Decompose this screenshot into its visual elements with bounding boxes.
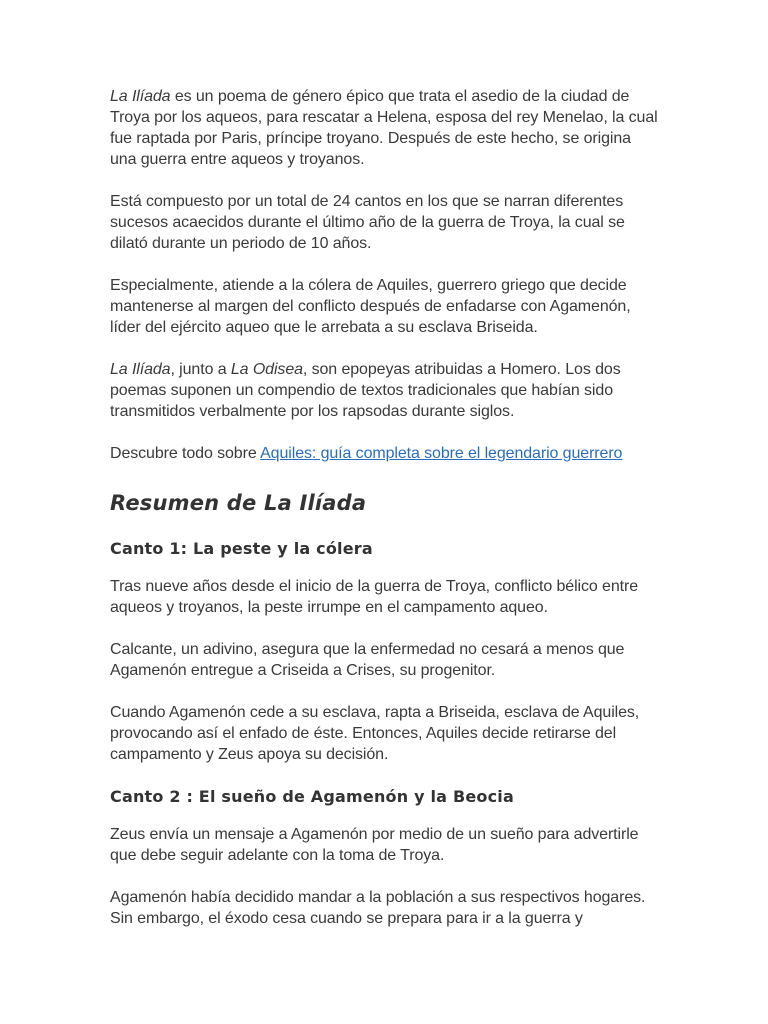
book-title: La Odisea — [230, 361, 303, 378]
canto-2-paragraph: Zeus envía un mensaje a Agamenón por medio de un sueño para advertirle que debe seguir adelante con la toma de Troya. — [110, 826, 639, 864]
canto-1-heading: Canto 1: La peste y la cólera — [110, 539, 373, 558]
related-article-link[interactable]: Aquiles: guía completa sobre el legendario guerrero — [260, 445, 623, 462]
intro-paragraph-1-text: es un poema de género épico que trata el asedio de la ciudad de Troya por los aqueos, para rescatar a Helena, esposa del rey Menelao, la cual fue raptada por Paris, príncipe troyano. Después de este hecho, se origina una guerra entre aqueos y troyanos. — [110, 88, 658, 168]
book-title: La Ilíada — [110, 361, 171, 378]
intro-paragraph-4: La Ilíada, junto a La Odisea, son epopeyas atribuidas a Homero. Los dos poemas suponen un compendio de textos tradicionales que habían sido transmitidos verbalmente por los rapsodas durante siglos. — [110, 361, 621, 420]
canto-2-heading: Canto 2 : El sueño de Agamenón y la Beocia — [110, 787, 514, 806]
canto-1-paragraph: Calcante, un adivino, asegura que la enfermedad no cesará a menos que Agamenón entregue a Criseida a Crises, su progenitor. — [110, 641, 625, 679]
canto-1-paragraph: Tras nueve años desde el inicio de la guerra de Troya, conflicto bélico entre aqueos y troyanos, la peste irrumpe en el campamento aqueo. — [110, 578, 639, 616]
article — [110, 86, 660, 950]
related-prefix: Descubre todo sobre — [110, 445, 261, 462]
intro-paragraph-1 — [110, 86, 660, 170]
intro-paragraph-3: Especialmente, atiende a la cólera de Aquiles, guerrero griego que decide mantenerse al margen del conflicto después de enfadarse con Agamenón, líder del ejército aqueo que le arrebata a su esclava Briseida. — [110, 277, 631, 336]
related-article-line — [110, 443, 660, 464]
summary-heading: Resumen de La Ilíada — [110, 491, 367, 515]
canto-1-paragraph: Cuando Agamenón cede a su esclava, rapta a Briseida, esclava de Aquiles, provocando así el enfado de éste. Entonces, Aquiles decide retirarse del campamento y Zeus apoya su decisión. — [110, 704, 640, 763]
intro-paragraph-2: Está compuesto por un total de 24 cantos en los que se narran diferentes sucesos acaecidos durante el último año de la guerra de Troya, la cual se dilató durante un periodo de 10 años. — [110, 193, 625, 252]
canto-2-paragraph: Agamenón había decidido mandar a la población a sus respectivos hogares. Sin embargo, el éxodo cesa cuando se prepara para ir a la guerra y — [110, 889, 646, 927]
book-title: La Ilíada — [110, 88, 171, 105]
